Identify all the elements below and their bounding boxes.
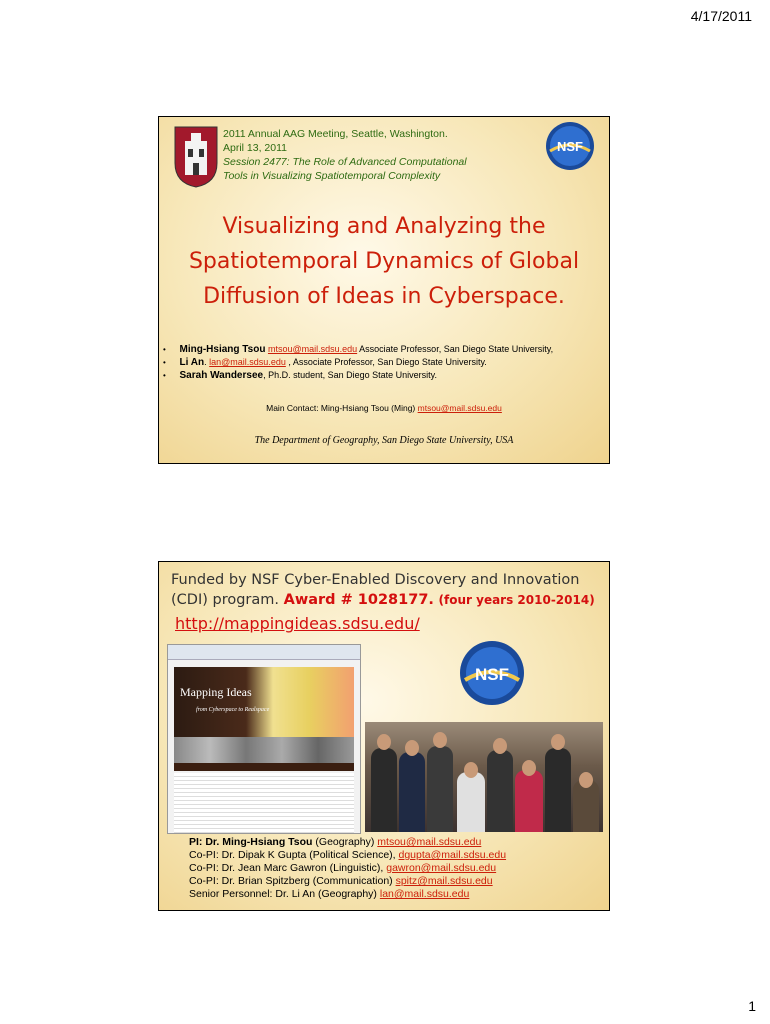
author-item bbox=[163, 343, 553, 356]
pi-name: PI: Dr. Ming-Hsiang Tsou bbox=[189, 836, 313, 848]
copi-email-link[interactable]: lan@mail.sdsu.edu bbox=[379, 888, 470, 900]
funding-text bbox=[171, 570, 610, 610]
meeting-info bbox=[223, 127, 523, 183]
author-item: • Li An. lan@mail.sdsu.edu , Associate Professor, San Diego State University. bbox=[163, 357, 487, 368]
copi-text: Co-PI: Dr. Brian Spitzberg (Communication) bbox=[189, 875, 393, 887]
heading-line: Diffusion of Ideas in Cyberspace. bbox=[203, 284, 565, 309]
pi-line bbox=[189, 836, 506, 849]
copi-email-link[interactable]: dgupta@mail.sdsu.edu bbox=[398, 849, 507, 861]
copi-text: Senior Personnel: Dr. Li An (Geography) bbox=[189, 888, 377, 900]
author-list bbox=[163, 343, 553, 382]
copi-text: Co-PI: Dr. Dipak K Gupta (Political Science), bbox=[189, 849, 396, 861]
bullet-icon: • bbox=[163, 358, 166, 367]
page-number: 1 bbox=[748, 998, 756, 1014]
screenshot-banner bbox=[174, 667, 354, 737]
main-contact-email-link[interactable]: mtsou@mail.sdsu.edu bbox=[417, 403, 502, 413]
copi-line bbox=[189, 849, 506, 862]
slide-heading bbox=[179, 209, 589, 314]
team-photo bbox=[365, 722, 603, 832]
project-url-link[interactable]: http://mappingideas.sdsu.edu/ bbox=[175, 614, 420, 633]
slide-funding bbox=[158, 561, 610, 911]
copi-line bbox=[189, 862, 506, 875]
award-years: (four years 2010-2014) bbox=[438, 593, 595, 607]
browser-toolbar bbox=[168, 645, 360, 660]
main-contact bbox=[159, 403, 609, 413]
copi-line bbox=[189, 875, 506, 888]
award-number: Award # 1028177. bbox=[283, 592, 434, 608]
pi-email-link[interactable]: mtsou@mail.sdsu.edu bbox=[377, 836, 482, 848]
copi-email-link[interactable]: gawron@mail.sdsu.edu bbox=[386, 862, 497, 874]
author-email-link[interactable]: lan@mail.sdsu.edu bbox=[209, 357, 286, 367]
session-line: Session 2477: The Role of Advanced Computational bbox=[223, 156, 467, 168]
author-role: Associate Professor, San Diego State University, bbox=[359, 344, 554, 354]
pi-dept: (Geography) bbox=[315, 836, 375, 848]
website-screenshot bbox=[167, 644, 361, 834]
author-role: Associate Professor, San Diego State University. bbox=[292, 357, 487, 367]
sdsu-logo-icon bbox=[173, 123, 219, 189]
screenshot-title: Mapping Ideas bbox=[180, 685, 252, 699]
copi-email-link[interactable]: spitz@mail.sdsu.edu bbox=[395, 875, 493, 887]
screenshot-image-strip bbox=[174, 737, 354, 763]
svg-text:NSF: NSF bbox=[557, 139, 583, 154]
department: The Department of Geography, San Diego State University, USA bbox=[254, 435, 514, 446]
meeting-line: 2011 Annual AAG Meeting, Seattle, Washington. bbox=[223, 128, 448, 140]
screenshot-nav bbox=[174, 763, 354, 771]
session-line: Tools in Visualizing Spatiotemporal Complexity bbox=[223, 170, 441, 182]
slide-title bbox=[158, 116, 610, 464]
screenshot-subtitle: from Cyberspace to Realspace bbox=[196, 707, 270, 713]
main-contact-label: Main Contact: Ming-Hsiang Tsou (Ming) bbox=[266, 403, 416, 413]
author-email-link[interactable]: mtsou@mail.sdsu.edu bbox=[267, 344, 358, 354]
author-name: Ming-Hsiang Tsou bbox=[179, 344, 266, 355]
copi-text: Co-PI: Dr. Jean Marc Gawron (Linguistic), bbox=[189, 862, 384, 874]
author-item: • Sarah Wandersee, Ph.D. student, San Diego State University. bbox=[163, 370, 438, 381]
senior-personnel-line bbox=[189, 888, 506, 901]
screenshot-body bbox=[174, 773, 354, 833]
meeting-date: April 13, 2011 bbox=[223, 142, 288, 154]
nsf-logo-icon bbox=[545, 121, 595, 171]
author-role: Ph.D. student, San Diego State University. bbox=[268, 370, 438, 380]
page-date: 4/17/2011 bbox=[690, 8, 752, 24]
nsf-logo-icon bbox=[459, 640, 525, 706]
svg-text:NSF: NSF bbox=[475, 665, 509, 684]
heading-line: Visualizing and Analyzing the bbox=[222, 214, 546, 239]
funding-description: Funded by NSF Cyber-Enabled Discovery and Innovation (CDI) program. bbox=[171, 572, 580, 608]
author-name: Li An bbox=[179, 357, 205, 368]
investigator-list bbox=[189, 836, 506, 901]
heading-line: Spatiotemporal Dynamics of Global bbox=[188, 249, 580, 274]
bullet-icon: • bbox=[163, 345, 166, 354]
bullet-icon: • bbox=[163, 371, 166, 380]
author-name: Sarah Wandersee bbox=[179, 370, 264, 381]
